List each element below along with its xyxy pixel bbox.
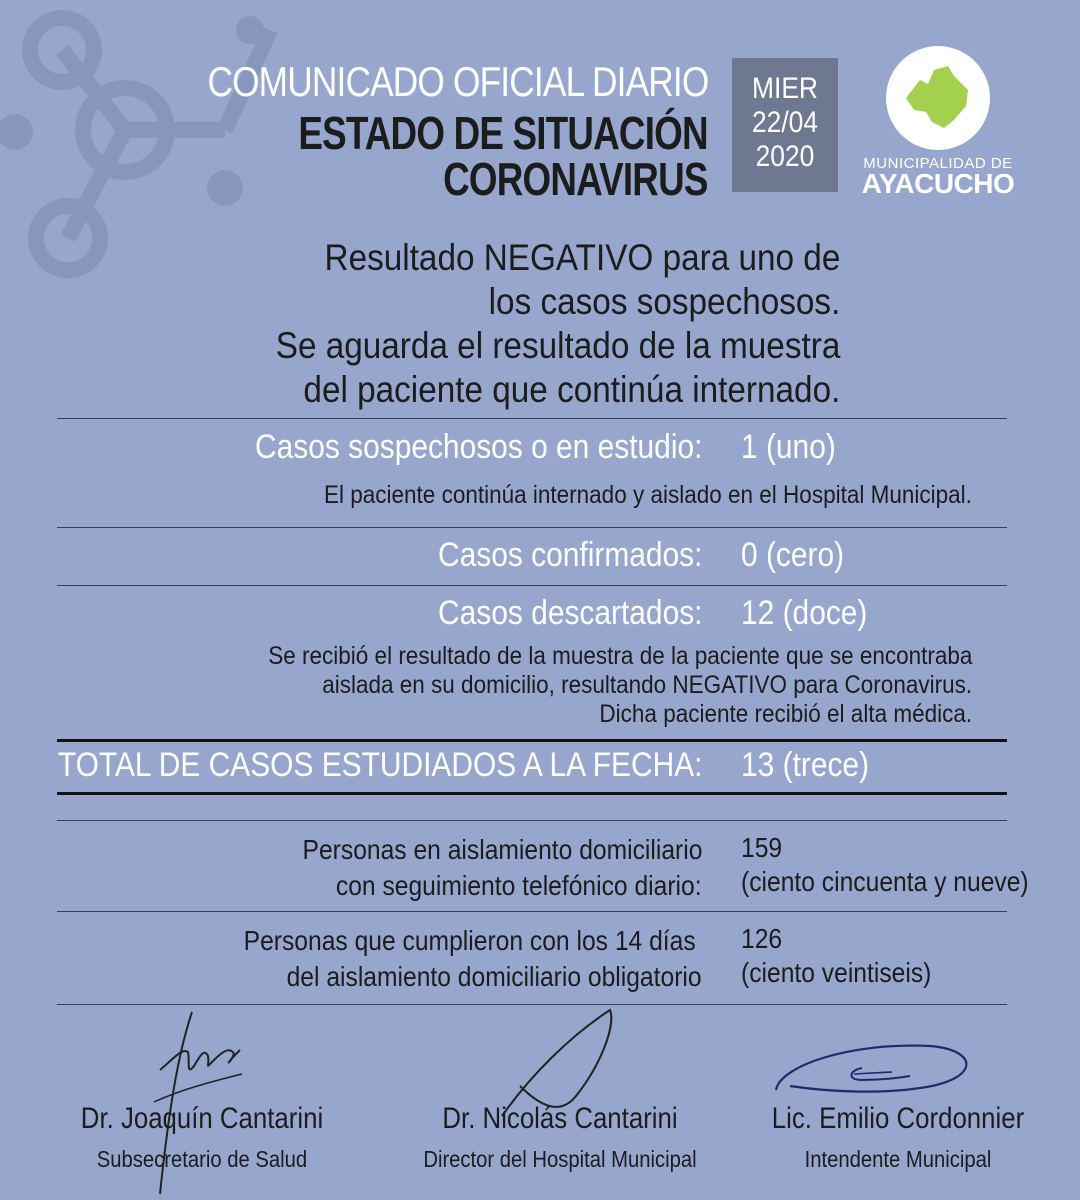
confirmed-cases-label: Casos confirmados: [437,536,702,574]
headline-line: los casos sospechosos. [488,281,840,322]
logo-text-big: AYACUCHO [861,168,1015,199]
signature-3-scribble [770,1036,985,1096]
signature-2-role: Director del Hospital Municipal [423,1146,697,1172]
isolation-label-line: Personas en aislamiento domiciliario [302,834,702,865]
divider [57,418,1007,419]
total-cases-value: 13 (trece) [741,746,870,784]
header-line-3: CORONAVIRUS [443,153,708,205]
isolation-value-words: (ciento cincuenta y nueve) [741,866,1029,897]
headline-line: Resultado NEGATIVO para uno de [324,237,840,278]
headline-line: del paciente que continúa internado. [303,369,840,410]
municipality-logo [886,46,990,150]
isolation-label-line: con seguimiento telefónico diario: [336,870,702,901]
signature-1-name: Dr. Joaquín Cantarini [80,1102,324,1135]
headline-line: Se aguarda el resultado de la muestra [275,325,840,366]
divider [57,1004,1007,1005]
suspected-cases-label: Casos sospechosos o en estudio: [254,428,702,466]
signature-1-role: Subsecretario de Salud [96,1146,308,1172]
discarded-cases-note-line: Dicha paciente recibió el alta médica. [599,700,972,728]
suspected-cases-note: El paciente continúa internado y aislado en el Hospital Municipal. [324,481,972,509]
suspected-cases-value: 1 (uno) [741,428,836,466]
confirmed-cases-value: 0 (cero) [741,536,845,574]
discarded-cases-value: 12 (doce) [741,594,868,632]
completed-value-number: 126 [741,923,783,954]
signature-3-role: Intendente Municipal [804,1146,992,1172]
divider [57,911,1007,912]
signature-3-name: Lic. Emilio Cordonnier [771,1102,1025,1135]
date-badge [732,58,838,192]
completed-label-line: del aislamiento domiciliario obligatorio [287,961,702,992]
discarded-cases-note-line: aislada en su domicilio, resultando NEGATIVO para Coronavirus. [322,671,972,699]
signature-2-name: Dr. Nicolás Cantarini [442,1102,678,1135]
logo-text-small: MUNICIPALIDAD DE [863,155,1013,172]
date-daymonth: 22/04 [751,106,819,139]
isolation-value-number: 159 [741,832,783,863]
header-line-1: COMUNICADO OFICIAL DIARIO [206,58,708,105]
divider [57,792,1007,795]
headline [213,236,840,412]
completed-label-line: Personas que cumplieron con los 14 días [243,925,696,956]
completed-value-words: (ciento veintiseis) [741,957,932,988]
discarded-cases-note-line: Se recibió el resultado de la muestra de la paciente que se encontraba [267,642,972,670]
map-shape-icon [886,46,990,150]
divider [57,820,1007,821]
header-line-2: ESTADO DE SITUACIÓN [298,107,708,159]
discarded-cases-label: Casos descartados: [437,594,702,632]
date-year: 2020 [755,140,815,173]
divider [57,585,1007,586]
total-cases-label: TOTAL DE CASOS ESTUDIADOS A LA FECHA: [57,746,702,784]
divider [57,527,1007,528]
date-day: MIER [752,72,818,105]
divider [57,739,1007,742]
